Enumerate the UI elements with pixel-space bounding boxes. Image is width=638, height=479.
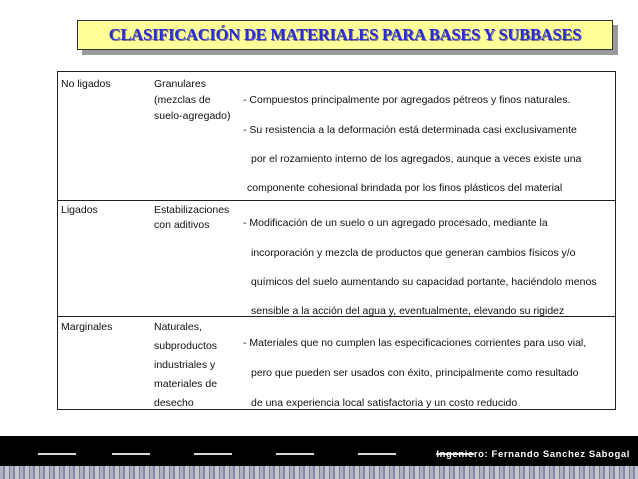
description-line: componente cohesional brindada por los finos plásticos del material	[247, 182, 563, 194]
type-line: (mezclas de	[154, 94, 211, 106]
type-line: subproductos	[154, 340, 218, 352]
footer-dash	[112, 453, 150, 455]
type-line: suelo-agregado)	[154, 110, 231, 122]
footer-pattern	[0, 466, 638, 479]
type-line: Naturales,	[154, 321, 202, 333]
type-line: con aditivos	[154, 219, 210, 231]
category-cell: Marginales	[61, 321, 113, 333]
description-line: químicos del suelo aumentando su capacidad portante, haciéndolo menos	[251, 276, 597, 288]
footer-dash	[358, 453, 396, 455]
category-cell: Ligados	[61, 204, 98, 216]
footer-dash	[276, 453, 314, 455]
footer-dash	[194, 453, 232, 455]
description-line: por el rozamiento interno de los agregados, aunque a veces existe una	[251, 153, 582, 165]
description-line: incorporación y mezcla de productos que generan cambios físicos y/o	[251, 247, 576, 259]
description-line: de una experiencia local satisfactoria y un costo reducido	[251, 397, 518, 409]
type-line: desecho	[154, 397, 194, 409]
description-line: sensible a la acción del agua y, eventualmente, elevando su rigidez	[251, 305, 565, 317]
description-line: - Compuestos principalmente por agregados pétreos y finos naturales.	[243, 94, 571, 106]
page-title: CLASIFICACIÓN DE MATERIALES PARA BASES Y SUBBASES	[108, 25, 582, 44]
type-line: materiales de	[154, 378, 218, 390]
description-line: - Materiales que no cumplen las especificaciones corrientes para uso vial,	[243, 337, 587, 349]
description-line: - Su resistencia a la deformación está determinada casi exclusivamente	[243, 124, 577, 136]
footer-dash	[38, 453, 76, 455]
category-cell: No ligados	[61, 78, 111, 90]
type-line: industriales y	[154, 359, 216, 371]
description-line: pero que pueden ser usados con éxito, principalmente como resultado	[251, 367, 579, 379]
type-line: Granulares	[154, 78, 206, 90]
classification-table	[57, 71, 616, 410]
row-divider	[58, 200, 615, 201]
type-line: Estabilizaciones	[154, 204, 230, 216]
engineer-credit: Ingeniero: Fernando Sanchez Sabogal	[436, 449, 630, 460]
title-banner	[77, 20, 613, 50]
description-line: - Modificación de un suelo o un agregado procesado, mediante la	[243, 217, 548, 229]
